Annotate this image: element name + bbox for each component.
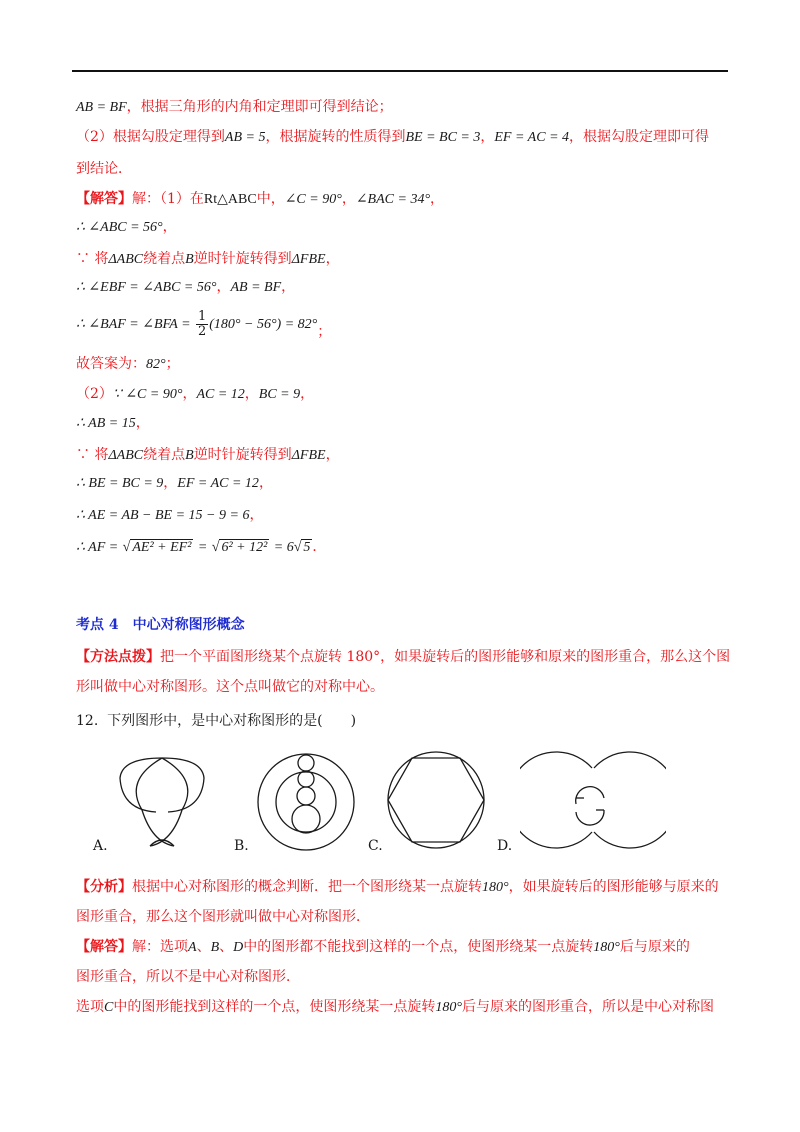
figure-a-trefoil bbox=[112, 750, 212, 850]
figure-b-nested-circles bbox=[256, 752, 356, 852]
answer-line-2: 图形重合，所以不是中心对称图形． bbox=[76, 969, 300, 985]
line-9: 故答案为：82°； bbox=[76, 356, 180, 372]
line-15: ∴ AF = √ AE² + EF² = √ 6² + 12² = 6√ 5 ． bbox=[76, 539, 327, 555]
line-4: 【解答】解：（1）在Rt△ABC中，∠C = 90°，∠BAC = 34°， bbox=[76, 191, 445, 207]
line-2: （2）根据勾股定理得到AB = 5，根据旋转的性质得到BE = BC = 3，EF = AC = 4，根据勾股定理即可得 bbox=[76, 129, 710, 145]
option-c-label: C. bbox=[368, 838, 383, 854]
question-12: 12. 下列图形中，是中心对称图形的是( ) bbox=[76, 713, 357, 729]
section-title: 考点 4 中心对称图形概念 bbox=[76, 617, 245, 633]
line-12: ∵ 将ΔABC绕着点B逆时针旋转得到ΔFBE， bbox=[76, 447, 340, 463]
option-a-label: A. bbox=[93, 838, 108, 854]
line-5: ∴ ∠ABC = 56°， bbox=[76, 219, 177, 235]
analysis-line-2: 图形重合，那么这个图形就叫做中心对称图形． bbox=[76, 909, 370, 925]
line-7: ∴ ∠EBF = ∠ABC = 56°，AB = BF， bbox=[76, 279, 296, 295]
analysis-line-1: 【分析】根据中心对称图形的概念判断．把一个图形绕某一点旋转180°，如果旋转后的图形能够与原来的 bbox=[76, 879, 719, 895]
fraction-one-half: $\frac{1}{2}$ bbox=[197, 308, 207, 339]
option-d-label: D. bbox=[497, 838, 513, 854]
line-1: AB = BF，根据三角形的内角和定理即可得到结论； bbox=[76, 99, 393, 115]
answer-line-1: 【解答】解：选项A、B、D中的图形都不能找到这样的一个点，使图形绕某一点旋转180°后与原来的 bbox=[76, 939, 690, 955]
header-rule bbox=[72, 70, 728, 72]
method-tip-line-2: 形叫做中心对称图形。这个点叫做它的对称中心。 bbox=[76, 679, 384, 695]
line-14: ∴ AE = AB − BE = 15 − 9 = 6， bbox=[76, 507, 264, 523]
line-13: ∴ BE = BC = 9，EF = AC = 12， bbox=[76, 475, 273, 491]
line-6: ∵ 将ΔABC绕着点B逆时针旋转得到ΔFBE， bbox=[76, 251, 340, 267]
figure-c-hexagon-in-circle bbox=[386, 750, 486, 850]
method-tip-line-1: 【方法点拨】把一个平面图形绕某个点旋转 180°，如果旋转后的图形能够和原来的图形重合，那么这个图 bbox=[76, 649, 731, 665]
line-8: ∴ ∠BAF = ∠BFA = $\frac{1}{2}$ (180° − 56°) = 82°； bbox=[76, 308, 332, 340]
line-11: ∴ AB = 15， bbox=[76, 415, 150, 431]
answer-line-3: 选项C中的图形能找到这样的一个点，使图形绕某一点旋转180°后与原来的图形重合，所以是中心对称图 bbox=[76, 999, 714, 1015]
option-b-label: B. bbox=[234, 838, 249, 854]
line-10: （2）∵ ∠C = 90°，AC = 12，BC = 9， bbox=[76, 386, 315, 402]
line-3: 到结论． bbox=[76, 161, 132, 177]
figure-d-interlocked-circles bbox=[520, 750, 666, 850]
